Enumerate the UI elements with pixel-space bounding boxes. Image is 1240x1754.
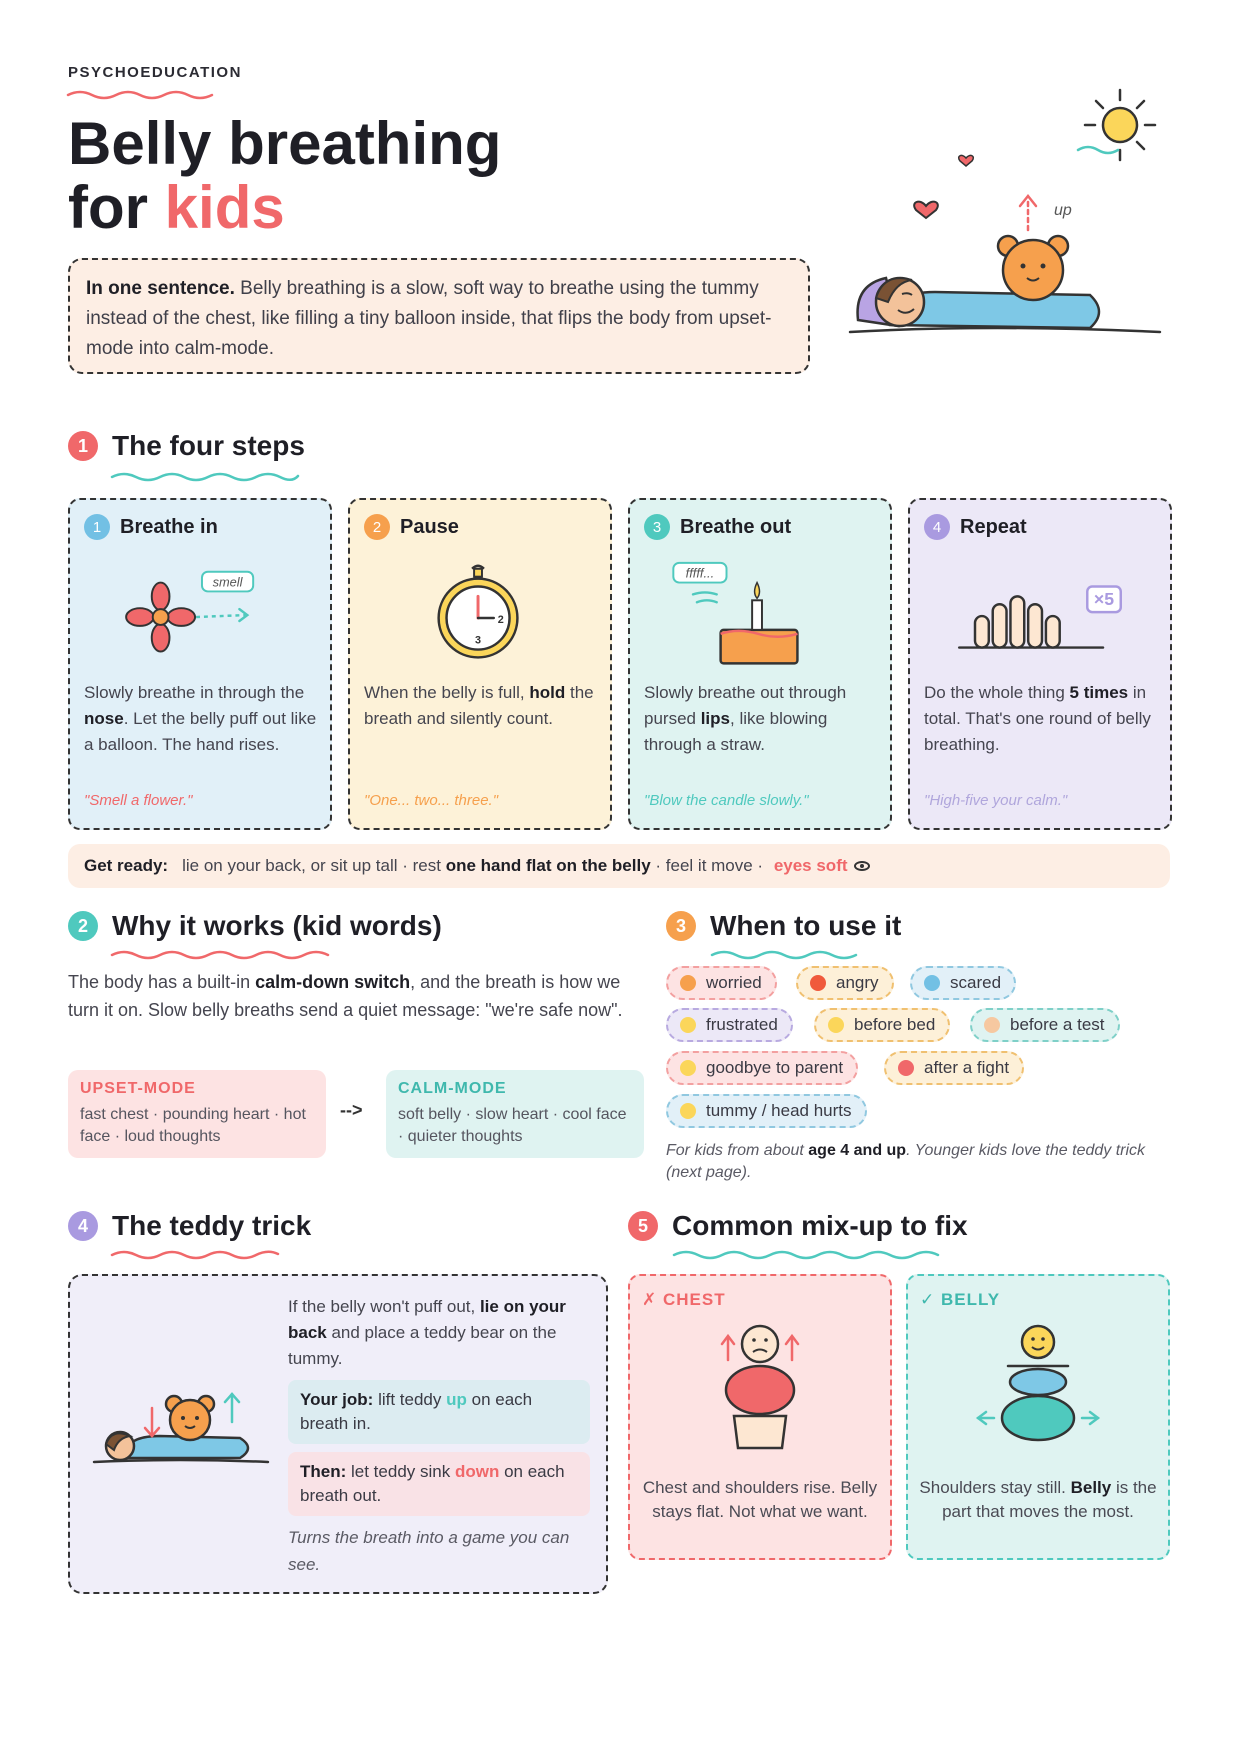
section-squiggle [110,1248,280,1260]
teddy-then-card: Then: let teddy sink down on each breath out. [288,1452,590,1516]
hand-icon [910,560,1170,680]
eyebrow-squiggle [66,88,216,100]
mode-title: CALM-MODE [398,1080,507,1097]
chest-breathing-illustration [630,1320,890,1470]
mode-title: UPSET-MODE [80,1080,196,1097]
step-card-repeat [908,498,1172,830]
mode-arrow: --> [340,1100,363,1120]
waving-hand-icon [680,1060,696,1076]
teddy-bear-icon [998,236,1068,300]
get-ready-bar [68,844,1170,888]
step-quote: "Blow the candle slowly." [644,792,809,809]
get-ready-accent: eyes soft [773,856,848,875]
get-ready-text: lie on your back, or sit up tall · rest [182,856,446,875]
get-ready-label: Get ready: [84,856,169,875]
chip-frustrated: frustrated [666,1008,793,1042]
step-description: Do the whole thing 5 times in total. That's one round of belly breathing. [924,683,1151,754]
section-number: 4 [68,1211,98,1241]
sick-face-icon [680,1103,696,1119]
title-line-2: for kids [68,174,285,241]
step-description: Slowly breathe out through pursed lips, like blowing through a straw. [644,683,847,754]
step-number: 4 [924,514,950,540]
down-arrow-icon [145,1408,159,1436]
summary-lead: In one sentence. [86,278,235,299]
chip-before-bed: before bed [814,1008,950,1042]
step-quote: "High-five your calm." [924,792,1068,809]
pencil-icon [984,1017,1000,1033]
section-title-text: Why it works (kid words) [112,910,442,941]
section-title-text: The teddy trick [112,1210,312,1241]
up-arrow-icon [1020,196,1036,230]
calm-mode-card [386,1070,644,1158]
step-number: 3 [644,514,670,540]
clock-number-3: 3 [475,634,482,647]
step-label: fffff... [685,565,715,581]
heart-icon [914,202,938,218]
step-description: When the belly is full, hold the breath and silently count. [364,683,594,728]
step-label: smell [212,574,243,590]
belly-breathing-illustration [908,1320,1168,1470]
step-quote: "One... two... three." [364,792,499,809]
stopwatch-icon [350,560,610,680]
chip-worried: worried [666,966,777,1000]
teddy-bear-icon [166,1396,214,1440]
chest-card [628,1274,892,1560]
hero-up-label: up [1054,202,1072,219]
section-number: 1 [68,431,98,461]
teddy-intro: If the belly won't puff out, lie on your back and place a teddy bear on the tummy. [288,1297,566,1368]
mix-card-heading: ✓ BELLY [920,1290,1001,1309]
title-line-1: Belly breathing [68,110,502,177]
step-header [364,514,459,540]
step-card-breathe-in [68,498,332,830]
sun-icon [1078,90,1155,160]
step-title: Repeat [960,515,1027,538]
step-quote: "Smell a flower." [84,792,193,809]
upset-mode-card [68,1070,326,1158]
mix-card-text: Chest and shoulders rise. Belly stays flat. Not what we want. [642,1478,878,1521]
sleepy-face-icon [828,1017,844,1033]
mode-description: soft belly · slow heart · cool face · quieter thoughts [398,1106,627,1145]
scared-face-icon [924,975,940,991]
section-title-when [666,910,901,942]
up-arrow-icon [225,1394,239,1422]
step-card-pause [348,498,612,830]
step-title: Breathe in [120,515,218,538]
section-number: 5 [628,1211,658,1241]
eyebrow: PSYCHOEDUCATION [68,64,242,81]
step-card-breathe-out [628,498,892,830]
heart-small-icon [959,155,974,166]
page-title [68,112,501,240]
section-squiggle [110,948,330,960]
section-title-why [68,910,442,942]
section-squiggle [110,470,300,482]
step-header [924,514,1027,540]
candle-cake-icon [630,560,890,680]
step-header [84,514,218,540]
step-header [644,514,791,540]
step-number: 2 [364,514,390,540]
chip-goodbye: goodbye to parent [666,1051,858,1085]
frustrated-face-icon [680,1017,696,1033]
section-title-text: Common mix-up to fix [672,1210,968,1241]
section-title-steps [68,430,305,462]
when-note: For kids from about age 4 and up. Younger kids love the teddy trick (next page). [666,1142,1146,1181]
chip-before-test: before a test [970,1008,1120,1042]
teddy-illustration [90,1336,280,1486]
clock-number-2: 2 [497,613,504,626]
flower-icon [70,560,330,680]
summary-text: Belly breathing is a slow, soft way to breathe using the tummy instead of the chest, like filling a tiny balloon inside, that flips the body from upset-mode into calm-mode. [86,278,772,359]
section-title-text: When to use it [710,910,902,941]
worried-face-icon [680,975,696,991]
why-text: The body has a built-in calm-down switch, and the breath is how we turn it on. Slow belly breaths send a quiet message: "we're safe now". [68,972,623,1020]
mix-card-heading: ✗ CHEST [642,1290,726,1309]
section-squiggle [710,948,860,960]
step-label: ×5 [1093,589,1115,610]
hero-illustration [840,80,1180,360]
teddy-trick-box [68,1274,608,1594]
get-ready-text-2: · feel it move · [650,856,768,875]
mode-description: fast chest · pounding heart · hot face · loud thoughts [80,1106,306,1145]
chip-after-fight: after a fight [884,1051,1024,1085]
angry-face-icon [810,975,826,991]
title-accent: kids [164,174,285,241]
bandage-icon [898,1060,914,1076]
summary-box [68,258,810,374]
get-ready-bold: one hand flat on the belly [445,856,651,875]
section-title-teddy [68,1210,311,1242]
chip-scared: scared [910,966,1016,1000]
step-number: 1 [84,514,110,540]
step-description: Slowly breathe in through the nose. Let the belly puff out like a balloon. The hand rises. [84,683,317,754]
chip-tummy-head: tummy / head hurts [666,1094,867,1128]
section-squiggle [672,1248,942,1260]
belly-card [906,1274,1170,1560]
teddy-note: Turns the breath into a game you can see. [288,1528,570,1574]
chip-angry: angry [796,966,894,1000]
teddy-job-card: Your job: lift teddy up on each breath in. [288,1380,590,1444]
section-title-mixup [628,1210,968,1242]
eye-icon [854,861,870,871]
step-title: Breathe out [680,515,792,538]
section-title-text: The four steps [112,430,305,461]
step-title: Pause [400,515,459,538]
section-number: 3 [666,911,696,941]
mix-card-text: Shoulders stay still. Belly is the part that moves the most. [919,1478,1157,1521]
section-number: 2 [68,911,98,941]
